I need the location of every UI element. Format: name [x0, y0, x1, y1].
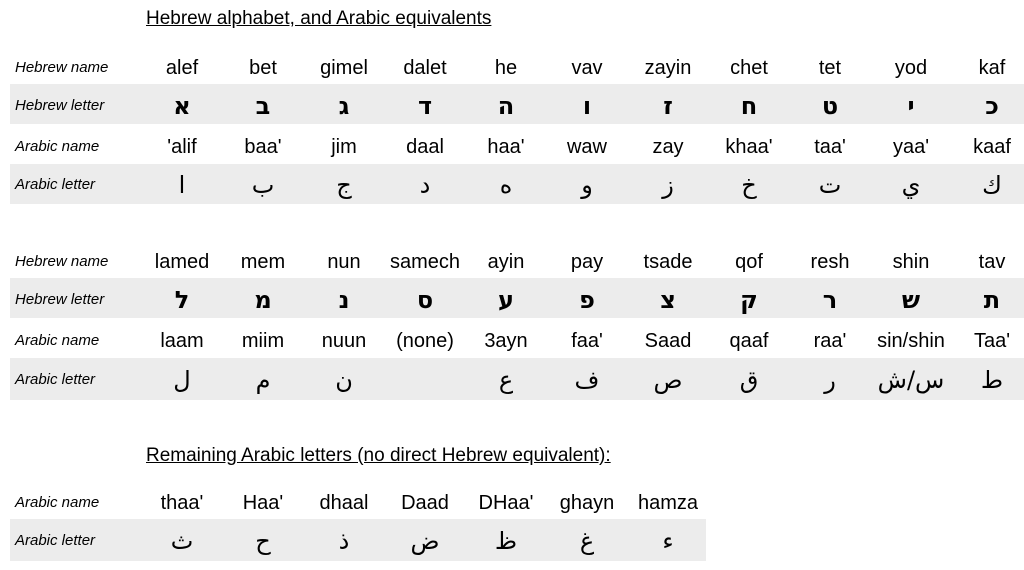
table-cell: ث [170, 527, 194, 555]
table-cell: פ [579, 286, 595, 314]
table-cell: ص [653, 366, 683, 394]
table-cell: nun [327, 251, 361, 273]
table-cell: gimel [320, 57, 368, 79]
table-cell: pay [570, 251, 604, 273]
table-cell: ع [498, 366, 514, 394]
table-cell: resh [810, 251, 850, 273]
row-label: Arabic name [15, 494, 100, 511]
table-cell: ل [173, 366, 191, 394]
table-cell: vav [571, 57, 603, 79]
table-cell: ח [740, 92, 758, 120]
row-label: Hebrew name [15, 59, 109, 76]
remaining-title: Remaining Arabic letters (no direct Hebrew equivalent): [146, 445, 611, 466]
table-cell: sin/shin [877, 330, 945, 352]
table-cell: ء [662, 527, 674, 555]
table-cell: ك [982, 171, 1002, 199]
table-cell: ע [498, 286, 514, 314]
table-cell: miim [241, 330, 285, 352]
row-label: Arabic name [15, 332, 100, 349]
table-cell: alef [165, 57, 199, 79]
table-cell: kaf [978, 57, 1006, 79]
table-cell: ج [336, 171, 352, 199]
table-cell: Saad [644, 330, 692, 352]
table-cell: ح [255, 527, 271, 555]
table-cell: Haa' [242, 492, 284, 514]
table-cell: כ [985, 92, 999, 120]
table-cell: zay [652, 136, 684, 158]
table-cell: 3ayn [484, 330, 528, 352]
table-cell: ל [174, 286, 190, 314]
table-cell: bet [249, 57, 277, 79]
table-cell: ז [663, 92, 673, 120]
table-cell: ظ [494, 527, 518, 555]
table-cell: ف [574, 366, 600, 394]
table-cell: Taa' [973, 330, 1011, 352]
table-cell: נ [338, 286, 350, 314]
table-cell: haa' [487, 136, 525, 158]
table-cell: ض [410, 527, 440, 555]
table-cell: Daad [401, 492, 449, 514]
table-cell: daal [406, 136, 444, 158]
table-cell: 'alif [167, 136, 197, 158]
table-cell: س/ش [877, 366, 945, 394]
table-cell: ק [740, 286, 758, 314]
table-cell: م [255, 366, 271, 394]
table-cell: ن [335, 366, 353, 394]
table-cell: tsade [643, 251, 693, 273]
row-label: Hebrew letter [15, 97, 105, 114]
table-cell: baa' [244, 136, 282, 158]
table-cell: ה [497, 92, 515, 120]
row-label: Arabic letter [15, 532, 96, 549]
table-cell: ر [824, 366, 836, 394]
table-cell: غ [579, 527, 595, 555]
table-cell: י [907, 92, 915, 120]
table-cell: ت [818, 171, 842, 199]
table-cell: ת [983, 286, 1001, 314]
table-cell: ayin [487, 251, 525, 273]
table-cell: waw [566, 136, 607, 158]
table-cell: צ [660, 286, 676, 314]
row-label: Hebrew letter [15, 291, 105, 308]
table-cell: samech [389, 251, 461, 273]
table-cell: ي [901, 171, 921, 199]
table-cell: yod [894, 57, 928, 79]
table-cell: ط [980, 366, 1004, 394]
table-cell: raa' [813, 330, 847, 352]
table-cell: ق [739, 366, 759, 394]
table-cell: ز [662, 171, 674, 199]
row-label: Arabic letter [15, 176, 96, 193]
table-cell: laam [160, 330, 204, 352]
row-label: Arabic letter [15, 371, 96, 388]
table-cell: tav [978, 251, 1006, 273]
table-cell: (none) [396, 330, 454, 352]
table-cell: ו [582, 92, 592, 120]
table-cell: dhaal [319, 492, 369, 514]
table-cell: khaa' [725, 136, 773, 158]
table-cell: ט [821, 92, 839, 120]
table-cell: qaaf [729, 330, 769, 352]
table-cell: faa' [571, 330, 603, 352]
table-cell: taa' [814, 136, 846, 158]
table-cell: ד [417, 92, 433, 120]
table-cell: ذ [338, 527, 350, 555]
table-cell: zayin [644, 57, 692, 79]
table-cell: dalet [403, 57, 447, 79]
table-cell: thaa' [160, 492, 204, 514]
table-cell: خ [741, 171, 757, 199]
table-cell: chet [730, 57, 768, 79]
table-cell: he [494, 57, 518, 79]
table-cell: kaaf [973, 136, 1011, 158]
page-title: Hebrew alphabet, and Arabic equivalents [146, 8, 492, 29]
table-cell: מ [254, 286, 272, 314]
table-cell: ר [822, 286, 838, 314]
row-label: Arabic name [15, 138, 100, 155]
table-cell: و [581, 171, 593, 199]
table-cell: ס [416, 286, 434, 314]
table-cell: jim [331, 136, 357, 158]
table-cell: qof [735, 251, 763, 273]
table-cell: ب [251, 171, 275, 199]
table-cell: ב [255, 92, 271, 120]
table-cell: א [173, 92, 191, 120]
table-cell: shin [892, 251, 930, 273]
table-cell: nuun [321, 330, 367, 352]
row-label: Hebrew name [15, 253, 109, 270]
table-cell: mem [240, 251, 286, 273]
table-cell: lamed [154, 251, 210, 273]
table-cell: tet [818, 57, 842, 79]
table-cell: د [419, 171, 431, 199]
table-cell: ghayn [559, 492, 615, 514]
table-cell: hamza [637, 492, 699, 514]
table-cell: ש [901, 286, 921, 314]
table-cell: yaa' [892, 136, 930, 158]
table-cell: ג [338, 92, 350, 120]
table-cell: ا [178, 171, 186, 199]
table-cell: ه [499, 171, 513, 199]
table-cell: DHaa' [478, 492, 534, 514]
